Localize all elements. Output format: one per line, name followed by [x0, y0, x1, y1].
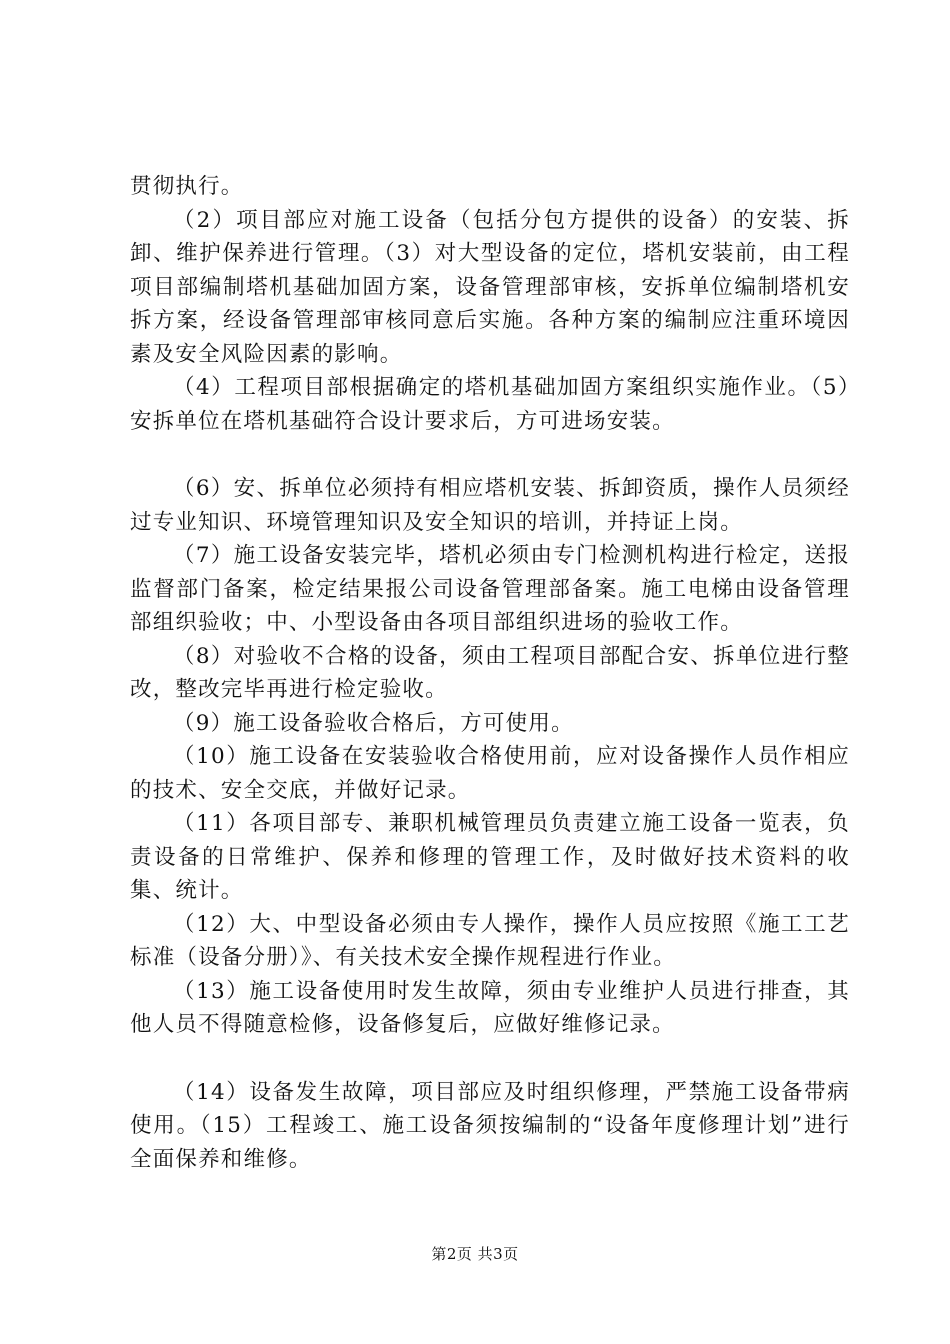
paragraph-item-4-5: （4）工程项目部根据确定的塔机基础加固方案组织实施作业。（5）安拆单位在塔机基础符合设计要求后，方可进场安装。 [130, 375, 850, 434]
paragraph-item-11: （11）各项目部专、兼职机械管理员负责建立施工设备一览表，负责设备的日常维护、保养和修理的管理工作，及时做好技术资料的收集、统计。 [130, 811, 850, 903]
paragraph-item-8: （8）对验收不合格的设备，须由工程项目部配合安、拆单位进行整改，整改完毕再进行检定验收。 [130, 643, 850, 702]
paragraph-item-7: （7）施工设备安装完毕，塔机必须由专门检测机构进行检定，送报监督部门备案，检定结果报公司设备管理部备案。施工电梯由设备管理部组织验收；中、小型设备由各项目部组织进场的验收工作。 [130, 543, 850, 635]
paragraph-item-9: （9）施工设备验收合格后，方可使用。 [173, 710, 574, 736]
page-number-footer: 第2页 共3页 [431, 1245, 519, 1263]
paragraph-item-6: （6）安、拆单位必须持有相应塔机安装、拆卸资质，操作人员须经过专业知识、环境管理知识及安全知识的培训，并持证上岗。 [130, 476, 850, 535]
document-body [130, 170, 850, 1176]
paragraph-item-10: （10）施工设备在安装验收合格使用前，应对设备操作人员作相应的技术、安全交底，并做好记录。 [130, 744, 850, 803]
paragraph-item-2-3: （2）项目部应对施工设备（包括分包方提供的设备）的安装、拆卸、维护保养进行管理。（3）对大型设备的定位，塔机安装前，由工程项目部编制塔机基础加固方案，设备管理部审核，安拆单位编制塔机安拆方案，经设备管理部审核同意后实施。各种方案的编制应注重环境因素及安全风险因素的影响。 [130, 207, 850, 367]
paragraph-continuation: 贯彻执行。 [130, 174, 244, 199]
paragraph-item-12: （12）大、中型设备必须由专人操作，操作人员应按照《施工工艺标准（设备分册）》、有关技术安全操作规程进行作业。 [130, 911, 850, 970]
paragraph-item-13: （13）施工设备使用时发生故障，须由专业维护人员进行排查，其他人员不得随意检修，设备修复后，应做好维修记录。 [130, 978, 850, 1037]
paragraph-item-14-15: （14）设备发生故障，项目部应及时组织修理，严禁施工设备带病使用。（15）工程竣工、施工设备须按编制的“设备年度修理计划”进行全面保养和维修。 [130, 1079, 850, 1172]
